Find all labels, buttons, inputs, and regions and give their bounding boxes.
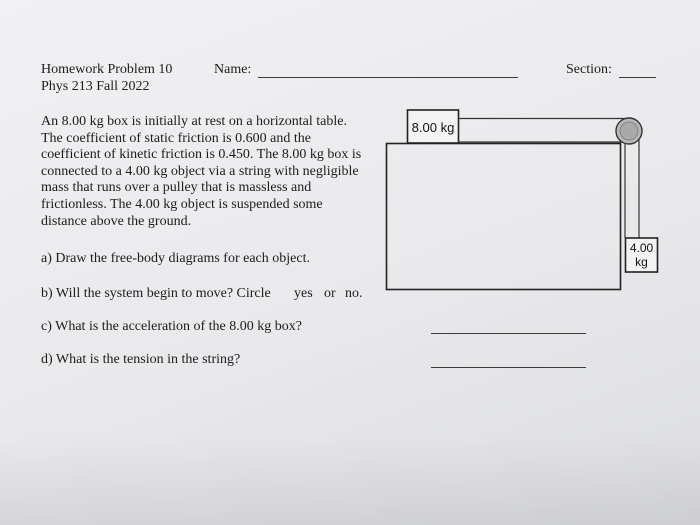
problem-line: An 8.00 kg box is initially at rest on a horizontal table.	[41, 114, 347, 129]
course-title: Phys 213 Fall 2022	[41, 79, 150, 94]
problem-line: distance above the ground.	[41, 213, 192, 229]
problem-line: coefficient of kinetic friction is 0.450. The 8.00 kg box is	[41, 147, 362, 163]
answer-yes-option[interactable]: yes	[294, 286, 313, 301]
homework-title: Homework Problem 10	[41, 62, 173, 77]
box-4kg-unit: kg	[635, 255, 648, 269]
box-4kg-label: 4.00	[629, 241, 654, 255]
question-b: b) Will the system begin to move? Circle	[41, 286, 271, 301]
problem-line: frictionless. The 4.00 kg object is suspended some	[41, 196, 323, 212]
question-c: c) What is the acceleration of the 8.00 kg box?	[41, 319, 302, 334]
problem-line: connected to a 4.00 kg object via a string with negligible	[41, 163, 359, 179]
question-a: a) Draw the free-body diagrams for each object.	[41, 251, 310, 266]
answer-no-option[interactable]: no.	[345, 286, 363, 301]
pulley-hub	[620, 122, 638, 140]
table	[387, 144, 621, 290]
name-label: Name:	[214, 62, 252, 77]
or-text: or	[324, 286, 336, 301]
section-label: Section:	[566, 62, 612, 77]
box-8kg-label: 8.00 kg	[411, 120, 455, 135]
problem-line: The coefficient of static friction is 0.600 and the	[41, 130, 311, 146]
question-d: d) What is the tension in the string?	[41, 352, 241, 367]
problem-line: mass that runs over a pulley that is massless and	[41, 180, 312, 196]
